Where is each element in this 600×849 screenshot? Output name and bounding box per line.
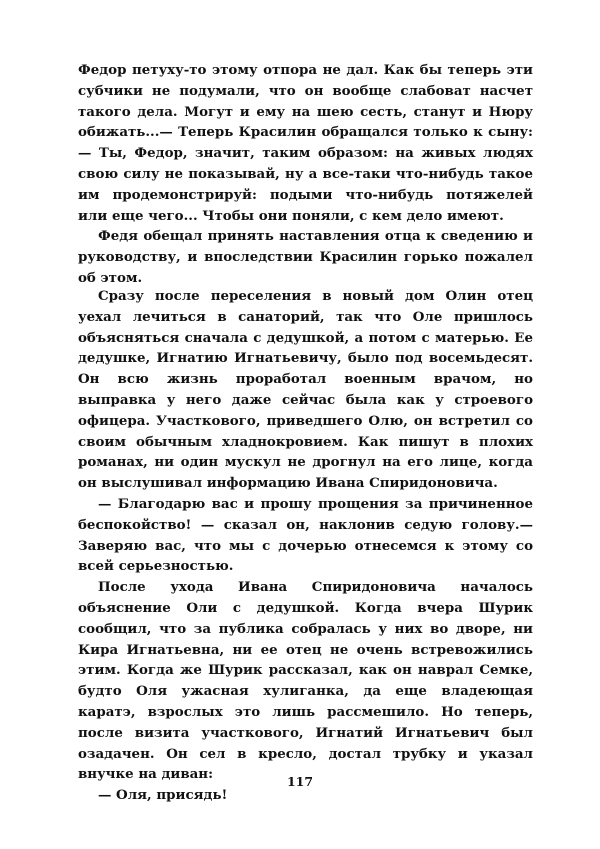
paragraph: После ухода Ивана Спиридоновича началось объяснение Оли с дедушкой. Когда вчера Шурик сообщил, что за публика собралась у них во дворе, ни Кира Игнатьевна, ни ее отец не очень встревожились этим. Когда же Шурик рассказал, как он наврал Семке, будто Оля ужасная хулиганка, да еще владеющая каратэ, взрослых это лишь рассмешило. Но теперь, после визита участкового, Игнатий Игнатьевич был озадачен. Он сел в кресло, достал трубку и указал внучке на диван: xyxy=(78,579,533,783)
paragraph: Федя обещал принять наставления отца к сведению и руководству, и впоследствии Красилин горько пожалел об этом. xyxy=(78,228,533,286)
text-section-1 xyxy=(78,60,533,289)
paragraph: Сразу после переселения в новый дом Олин отец уехал лечиться в санаторий, так что Оле пришлось объясняться сначала с дедушкой, а потом с матерью. Ее дедушке, Игнатию Игнатьевичу, было под восемьдесят. Он всю жизнь проработал военным врачом, но выправка у него даже сейчас была как у строевого офицера. Участкового, приведшего Олю, он встретил со своим обычным хладнокровием. Как пишут в плохих романах, ни один мускул не дрогнул на его лице, когда он выслушивал информацию Ивана Спиридоновича. xyxy=(78,288,533,492)
text-section-2 xyxy=(78,286,533,806)
paragraph: — Оля, присядь! xyxy=(98,787,228,804)
paragraph: — Благодарю вас и прошу прощения за причиненное беспокойство! — сказал он, наклонив седую голову.— Заверяю вас, что мы с дочерью отнесемся к этому со всей серьезностью. xyxy=(78,495,533,575)
paragraph: Федор петуху-то этому отпора не дал. Как бы теперь эти субчики не подумали, что он вообще слабоват насчет такого дела. Могут и ему на шею сесть, станут и Нюру обижать...— Теперь Красилин обращался только к сыну: — Ты, Федор, значит, таким образом: на живых людях свою силу не показывай, ну а все-таки что-нибудь такое им продемонстрируй: подыми что-нибудь потяжелей или еще чего... Чтобы они поняли, с кем дело имеют. xyxy=(78,62,533,224)
page-number: 117 xyxy=(286,774,314,789)
